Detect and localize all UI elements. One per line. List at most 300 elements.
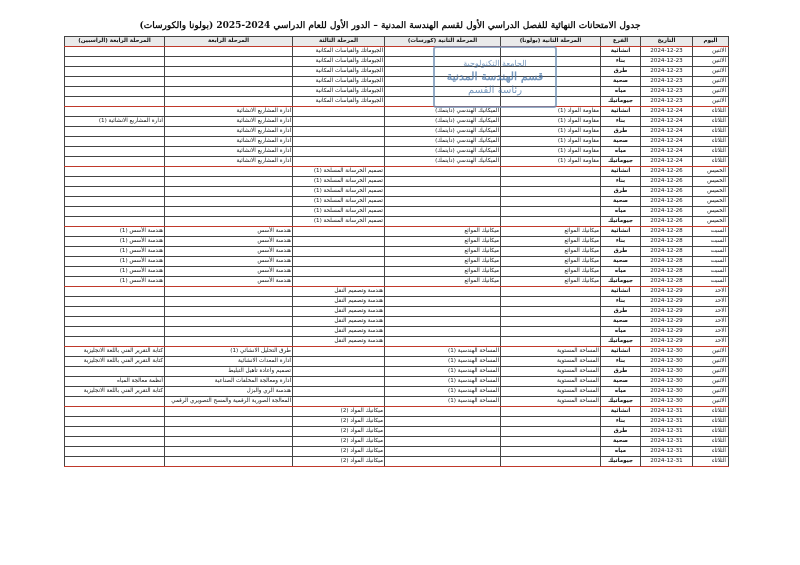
cell-day: الاحد <box>693 287 729 297</box>
header-date: التاريخ <box>641 37 693 47</box>
cell-stage4-failed <box>65 127 165 137</box>
cell-stage2-courses: المساحة الهندسية (1) <box>385 367 501 377</box>
cell-day: الثلاثاء <box>693 127 729 137</box>
cell-stage2-bologna <box>501 297 601 307</box>
header-branch: الفرع <box>601 37 641 47</box>
cell-stage2-bologna: مقاومة المواد (1) <box>501 137 601 147</box>
cell-branch: بناء <box>601 297 641 307</box>
table-row <box>65 447 729 457</box>
cell-stage2-bologna <box>501 77 601 87</box>
cell-date: 2024-12-31 <box>641 417 693 427</box>
table-row <box>65 407 729 417</box>
cell-date: 2024-12-26 <box>641 187 693 197</box>
cell-branch: انشائية <box>601 47 641 57</box>
cell-date: 2024-12-23 <box>641 97 693 107</box>
table-row <box>65 307 729 317</box>
cell-stage4: ادارة المشاريع الانشائية <box>165 137 293 147</box>
cell-branch: انشائية <box>601 227 641 237</box>
cell-branch: جيوماتيك <box>601 157 641 167</box>
cell-date: 2024-12-28 <box>641 247 693 257</box>
cell-stage4-failed <box>65 287 165 297</box>
cell-date: 2024-12-23 <box>641 77 693 87</box>
cell-stage4: ادارة المعدات الانشائية <box>165 357 293 367</box>
cell-stage4-failed: هندسة الأسس (1) <box>65 247 165 257</box>
cell-stage4 <box>165 177 293 187</box>
cell-stage2-courses: الميكانيك الهندسي (داينمك) <box>385 107 501 117</box>
cell-stage2-bologna <box>501 97 601 107</box>
cell-stage3: الجيوماتك والقياسات المكانية <box>293 67 385 77</box>
cell-date: 2024-12-26 <box>641 197 693 207</box>
cell-stage2-courses: ميكانيك الموائع <box>385 257 501 267</box>
cell-branch: انشائية <box>601 287 641 297</box>
cell-stage3: ميكانيك المواد (2) <box>293 407 385 417</box>
cell-stage2-courses <box>385 457 501 467</box>
cell-day: الخميس <box>693 177 729 187</box>
table-row <box>65 217 729 227</box>
table-row <box>65 57 729 67</box>
cell-date: 2024-12-31 <box>641 427 693 437</box>
cell-date: 2024-12-29 <box>641 307 693 317</box>
cell-date: 2024-12-24 <box>641 117 693 127</box>
cell-stage2-courses: ميكانيك الموائع <box>385 277 501 287</box>
cell-branch: بناء <box>601 417 641 427</box>
cell-stage2-bologna <box>501 177 601 187</box>
table-header-row <box>65 37 729 47</box>
cell-stage3: هندسة وتصميم النقل <box>293 327 385 337</box>
cell-stage4-failed: هندسة الأسس (1) <box>65 277 165 287</box>
cell-date: 2024-12-31 <box>641 407 693 417</box>
cell-date: 2024-12-28 <box>641 277 693 287</box>
table-row <box>65 187 729 197</box>
table-row <box>65 377 729 387</box>
cell-stage2-courses <box>385 217 501 227</box>
page-title: جدول الامتحانات النهائية للفصل الدراسي الأول لقسم الهندسة المدنية – الدور الأول للعام الدراسي 2024-2025 (بولونا والكورسات) <box>139 21 641 31</box>
cell-stage4-failed <box>65 217 165 227</box>
cell-stage3: تصميم الخرسانة المسلحة (1) <box>293 167 385 177</box>
cell-stage2-courses: الميكانيك الهندسي (داينمك) <box>385 137 501 147</box>
cell-stage2-courses <box>385 167 501 177</box>
cell-stage4: تصميم واعادة تأهيل التبليط <box>165 367 293 377</box>
table-row <box>65 437 729 447</box>
cell-stage2-courses: الميكانيك الهندسي (داينمك) <box>385 117 501 127</box>
cell-date: 2024-12-29 <box>641 297 693 307</box>
cell-branch: صحية <box>601 317 641 327</box>
table-row <box>65 417 729 427</box>
cell-stage4-failed <box>65 447 165 457</box>
cell-stage4-failed <box>65 167 165 177</box>
cell-stage4: المعالجة الصورية الرقمية والمسح التصويري الرقمي <box>165 397 293 407</box>
cell-stage3: ميكانيك المواد (2) <box>293 417 385 427</box>
cell-stage4 <box>165 427 293 437</box>
cell-stage2-bologna <box>501 337 601 347</box>
cell-stage4 <box>165 207 293 217</box>
cell-stage2-bologna <box>501 447 601 457</box>
cell-day: الاحد <box>693 327 729 337</box>
cell-day: السبت <box>693 277 729 287</box>
cell-day: الثلاثاء <box>693 447 729 457</box>
cell-day: الخميس <box>693 207 729 217</box>
cell-branch: مياه <box>601 447 641 457</box>
cell-date: 2024-12-29 <box>641 327 693 337</box>
header-stage3: المرحلة الثالثة <box>293 37 385 47</box>
cell-branch: انشائية <box>601 107 641 117</box>
cell-stage3 <box>293 277 385 287</box>
table-row <box>65 177 729 187</box>
cell-stage4-failed <box>65 177 165 187</box>
cell-day: الاحد <box>693 317 729 327</box>
cell-branch: طرق <box>601 67 641 77</box>
cell-stage4-failed <box>65 337 165 347</box>
cell-stage2-courses: المساحة الهندسية (1) <box>385 377 501 387</box>
cell-day: الاحد <box>693 297 729 307</box>
cell-date: 2024-12-26 <box>641 167 693 177</box>
cell-stage2-courses: الميكانيك الهندسي (داينمك) <box>385 157 501 167</box>
cell-stage4 <box>165 167 293 177</box>
table-row <box>65 317 729 327</box>
table-row <box>65 367 729 377</box>
cell-stage4-failed <box>65 437 165 447</box>
cell-stage2-bologna <box>501 427 601 437</box>
cell-stage2-courses: المساحة الهندسية (1) <box>385 357 501 367</box>
cell-date: 2024-12-24 <box>641 147 693 157</box>
table-row <box>65 457 729 467</box>
cell-date: 2024-12-26 <box>641 177 693 187</box>
cell-stage4-failed <box>65 407 165 417</box>
cell-stage4-failed: هندسة الأسس (1) <box>65 267 165 277</box>
cell-stage4-failed <box>65 107 165 117</box>
cell-stage2-courses <box>385 47 501 57</box>
cell-stage4-failed <box>65 97 165 107</box>
cell-stage3: هندسة وتصميم النقل <box>293 287 385 297</box>
cell-stage3: تصميم الخرسانة المسلحة (1) <box>293 197 385 207</box>
cell-date: 2024-12-31 <box>641 437 693 447</box>
cell-stage3: تصميم الخرسانة المسلحة (1) <box>293 217 385 227</box>
cell-stage4-failed <box>65 67 165 77</box>
cell-stage3 <box>293 117 385 127</box>
cell-stage4-failed <box>65 77 165 87</box>
cell-date: 2024-12-29 <box>641 287 693 297</box>
cell-stage2-bologna: ميكانيك الموائع <box>501 227 601 237</box>
cell-stage4: ادارة ومعالجة المخلفات الصناعية <box>165 377 293 387</box>
cell-stage4 <box>165 307 293 317</box>
cell-branch: صحية <box>601 257 641 267</box>
cell-stage3 <box>293 357 385 367</box>
cell-branch: مياه <box>601 267 641 277</box>
cell-branch: مياه <box>601 147 641 157</box>
cell-stage2-courses: المساحة الهندسية (1) <box>385 397 501 407</box>
cell-day: الاثنين <box>693 77 729 87</box>
cell-stage4-failed <box>65 307 165 317</box>
cell-stage4-failed <box>65 57 165 67</box>
cell-date: 2024-12-31 <box>641 447 693 457</box>
cell-stage3: الجيوماتك والقياسات المكانية <box>293 77 385 87</box>
cell-date: 2024-12-30 <box>641 347 693 357</box>
cell-stage4 <box>165 327 293 337</box>
cell-stage3 <box>293 137 385 147</box>
table-row <box>65 237 729 247</box>
cell-day: السبت <box>693 267 729 277</box>
cell-stage4-failed <box>65 457 165 467</box>
cell-stage2-courses <box>385 87 501 97</box>
cell-stage3: ميكانيك المواد (2) <box>293 427 385 437</box>
cell-day: الاثنين <box>693 377 729 387</box>
header-stage2-courses: المرحلة الثانية (كورسات) <box>385 37 501 47</box>
cell-stage2-bologna <box>501 167 601 177</box>
cell-day: السبت <box>693 247 729 257</box>
cell-branch: طرق <box>601 367 641 377</box>
cell-stage2-courses <box>385 417 501 427</box>
table-row <box>65 197 729 207</box>
cell-stage2-courses <box>385 327 501 337</box>
cell-stage2-courses <box>385 97 501 107</box>
cell-day: الاثنين <box>693 347 729 357</box>
cell-stage2-bologna: ميكانيك الموائع <box>501 267 601 277</box>
cell-branch: جيوماتيك <box>601 217 641 227</box>
cell-date: 2024-12-23 <box>641 57 693 67</box>
table-row <box>65 47 729 57</box>
cell-stage4 <box>165 77 293 87</box>
cell-stage2-bologna: ميكانيك الموائع <box>501 237 601 247</box>
cell-stage4 <box>165 417 293 427</box>
table-row <box>65 137 729 147</box>
cell-day: الثلاثاء <box>693 117 729 127</box>
table-row <box>65 167 729 177</box>
table-row <box>65 207 729 217</box>
cell-stage3 <box>293 247 385 257</box>
cell-day: الثلاثاء <box>693 417 729 427</box>
cell-stage2-bologna <box>501 317 601 327</box>
cell-stage3: هندسة وتصميم النقل <box>293 307 385 317</box>
cell-date: 2024-12-30 <box>641 387 693 397</box>
cell-day: الاثنين <box>693 87 729 97</box>
cell-stage4-failed: هندسة الأسس (1) <box>65 237 165 247</box>
stamp-line-department: قسم الهندسة المدنية <box>446 69 544 83</box>
cell-stage2-bologna: المساحة المستوية <box>501 347 601 357</box>
cell-stage4-failed: أنظمة معالجة المياه <box>65 377 165 387</box>
cell-stage2-courses <box>385 197 501 207</box>
cell-stage4-failed <box>65 137 165 147</box>
cell-date: 2024-12-28 <box>641 267 693 277</box>
cell-stage4-failed <box>65 327 165 337</box>
cell-stage4: هندسة الري والبزل <box>165 387 293 397</box>
cell-branch: طرق <box>601 427 641 437</box>
cell-day: الخميس <box>693 197 729 207</box>
cell-stage2-bologna: مقاومة المواد (1) <box>501 107 601 117</box>
cell-stage2-bologna: المساحة المستوية <box>501 397 601 407</box>
cell-stage4 <box>165 187 293 197</box>
cell-stage4 <box>165 197 293 207</box>
cell-stage2-bologna <box>501 47 601 57</box>
cell-stage3: هندسة وتصميم النقل <box>293 317 385 327</box>
cell-branch: مياه <box>601 207 641 217</box>
cell-day: الثلاثاء <box>693 457 729 467</box>
cell-stage2-courses <box>385 187 501 197</box>
cell-stage3 <box>293 367 385 377</box>
cell-day: الاثنين <box>693 357 729 367</box>
cell-stage2-courses: الميكانيك الهندسي (داينمك) <box>385 147 501 157</box>
cell-branch: جيوماتيك <box>601 97 641 107</box>
cell-stage2-courses <box>385 437 501 447</box>
table-row <box>65 347 729 357</box>
cell-stage2-courses <box>385 287 501 297</box>
cell-stage2-bologna <box>501 217 601 227</box>
cell-stage4-failed <box>65 197 165 207</box>
cell-stage2-bologna <box>501 287 601 297</box>
cell-stage4 <box>165 287 293 297</box>
cell-stage2-courses <box>385 407 501 417</box>
cell-day: الاثنين <box>693 397 729 407</box>
cell-branch: انشائية <box>601 167 641 177</box>
cell-stage3: هندسة وتصميم النقل <box>293 337 385 347</box>
cell-date: 2024-12-23 <box>641 67 693 77</box>
table-row <box>65 277 729 287</box>
cell-date: 2024-12-29 <box>641 337 693 347</box>
cell-stage3 <box>293 397 385 407</box>
cell-branch: طرق <box>601 247 641 257</box>
cell-stage3: الجيوماتك والقياسات المكانية <box>293 47 385 57</box>
cell-stage2-bologna: ميكانيك الموائع <box>501 247 601 257</box>
table-row <box>65 247 729 257</box>
cell-branch: مياه <box>601 87 641 97</box>
cell-stage4-failed: كتابة التقرير الفني باللغة الانجليزية <box>65 387 165 397</box>
cell-stage2-bologna <box>501 437 601 447</box>
table-row <box>65 157 729 167</box>
cell-day: الثلاثاء <box>693 437 729 447</box>
cell-branch: مياه <box>601 327 641 337</box>
cell-branch: انشائية <box>601 407 641 417</box>
cell-date: 2024-12-23 <box>641 47 693 57</box>
cell-stage4-failed <box>65 427 165 437</box>
table-row <box>65 87 729 97</box>
stamp-line-head: رئاسة القسم <box>467 84 523 96</box>
cell-stage4: ادارة المشاريع الانشائية <box>165 127 293 137</box>
table-row <box>65 227 729 237</box>
cell-day: الاثنين <box>693 47 729 57</box>
cell-branch: صحية <box>601 77 641 87</box>
cell-day: الاثنين <box>693 97 729 107</box>
cell-stage3 <box>293 127 385 137</box>
cell-stage2-courses: الميكانيك الهندسي (داينمك) <box>385 127 501 137</box>
cell-stage3: تصميم الخرسانة المسلحة (1) <box>293 177 385 187</box>
cell-stage2-courses <box>385 57 501 67</box>
cell-stage3: الجيوماتك والقياسات المكانية <box>293 57 385 67</box>
cell-stage4: ادارة المشاريع الانشائية <box>165 147 293 157</box>
cell-branch: طرق <box>601 187 641 197</box>
cell-branch: صحية <box>601 377 641 387</box>
cell-day: الثلاثاء <box>693 407 729 417</box>
cell-stage2-courses: ميكانيك الموائع <box>385 227 501 237</box>
cell-stage4-failed: هندسة الأسس (1) <box>65 227 165 237</box>
cell-stage2-bologna <box>501 307 601 317</box>
header-day: اليوم <box>693 37 729 47</box>
cell-day: السبت <box>693 237 729 247</box>
table-row <box>65 337 729 347</box>
cell-date: 2024-12-28 <box>641 227 693 237</box>
cell-stage2-bologna: مقاومة المواد (1) <box>501 117 601 127</box>
cell-stage4 <box>165 97 293 107</box>
cell-stage4-failed <box>65 87 165 97</box>
cell-stage4: هندسة الأسس <box>165 227 293 237</box>
table-row <box>65 287 729 297</box>
cell-stage4: طرق التحليل الانشائي (1) <box>165 347 293 357</box>
cell-stage3: الجيوماتك والقياسات المكانية <box>293 87 385 97</box>
cell-stage2-bologna: المساحة المستوية <box>501 377 601 387</box>
cell-branch: بناء <box>601 177 641 187</box>
cell-stage3 <box>293 147 385 157</box>
cell-stage4 <box>165 457 293 467</box>
table-row <box>65 97 729 107</box>
cell-stage4 <box>165 437 293 447</box>
table-row <box>65 117 729 127</box>
cell-stage2-courses: ميكانيك الموائع <box>385 237 501 247</box>
cell-date: 2024-12-30 <box>641 367 693 377</box>
cell-stage4-failed: ادارة المشاريع الانشائية (1) <box>65 117 165 127</box>
cell-date: 2024-12-26 <box>641 207 693 217</box>
table-row <box>65 107 729 117</box>
cell-stage4: هندسة الأسس <box>165 257 293 267</box>
cell-stage4-failed: كتابة التقرير الفني باللغة الانجليزية <box>65 357 165 367</box>
cell-stage2-courses: المساحة الهندسية (1) <box>385 347 501 357</box>
table-row <box>65 357 729 367</box>
cell-date: 2024-12-28 <box>641 257 693 267</box>
table-row <box>65 387 729 397</box>
cell-stage2-bologna: مقاومة المواد (1) <box>501 147 601 157</box>
cell-day: السبت <box>693 257 729 267</box>
cell-stage3 <box>293 157 385 167</box>
cell-stage3 <box>293 237 385 247</box>
cell-date: 2024-12-31 <box>641 457 693 467</box>
cell-day: الثلاثاء <box>693 107 729 117</box>
cell-stage2-bologna <box>501 327 601 337</box>
cell-stage3 <box>293 267 385 277</box>
table-row <box>65 67 729 77</box>
cell-stage3: الجيوماتك والقياسات المكانية <box>293 97 385 107</box>
cell-day: الاثنين <box>693 57 729 67</box>
cell-date: 2024-12-30 <box>641 377 693 387</box>
cell-stage4 <box>165 47 293 57</box>
cell-stage4 <box>165 317 293 327</box>
cell-stage4-failed <box>65 207 165 217</box>
cell-stage3: ميكانيك المواد (2) <box>293 437 385 447</box>
cell-date: 2024-12-29 <box>641 317 693 327</box>
cell-stage2-bologna: مقاومة المواد (1) <box>501 157 601 167</box>
cell-stage3: تصميم الخرسانة المسلحة (1) <box>293 207 385 217</box>
cell-stage4-failed <box>65 157 165 167</box>
header-stage4-failed: المرحلة الرابعة (الراسبين) <box>65 37 165 47</box>
cell-branch: بناء <box>601 237 641 247</box>
cell-stage3: هندسة وتصميم النقل <box>293 297 385 307</box>
cell-stage2-courses <box>385 337 501 347</box>
cell-stage2-courses <box>385 77 501 87</box>
table-row <box>65 147 729 157</box>
cell-branch: جيوماتيك <box>601 337 641 347</box>
cell-stage4-failed <box>65 147 165 157</box>
cell-stage2-courses <box>385 427 501 437</box>
cell-day: الاثنين <box>693 367 729 377</box>
cell-branch: صحية <box>601 197 641 207</box>
cell-stage2-courses <box>385 447 501 457</box>
table-row <box>65 397 729 407</box>
cell-stage4: ادارة المشاريع الانشائية <box>165 107 293 117</box>
cell-date: 2024-12-26 <box>641 217 693 227</box>
cell-day: الاحد <box>693 307 729 317</box>
cell-branch: طرق <box>601 307 641 317</box>
cell-stage3 <box>293 387 385 397</box>
cell-day: الاثنين <box>693 67 729 77</box>
cell-stage3 <box>293 107 385 117</box>
cell-stage4: هندسة الأسس <box>165 267 293 277</box>
cell-stage2-courses: ميكانيك الموائع <box>385 247 501 257</box>
